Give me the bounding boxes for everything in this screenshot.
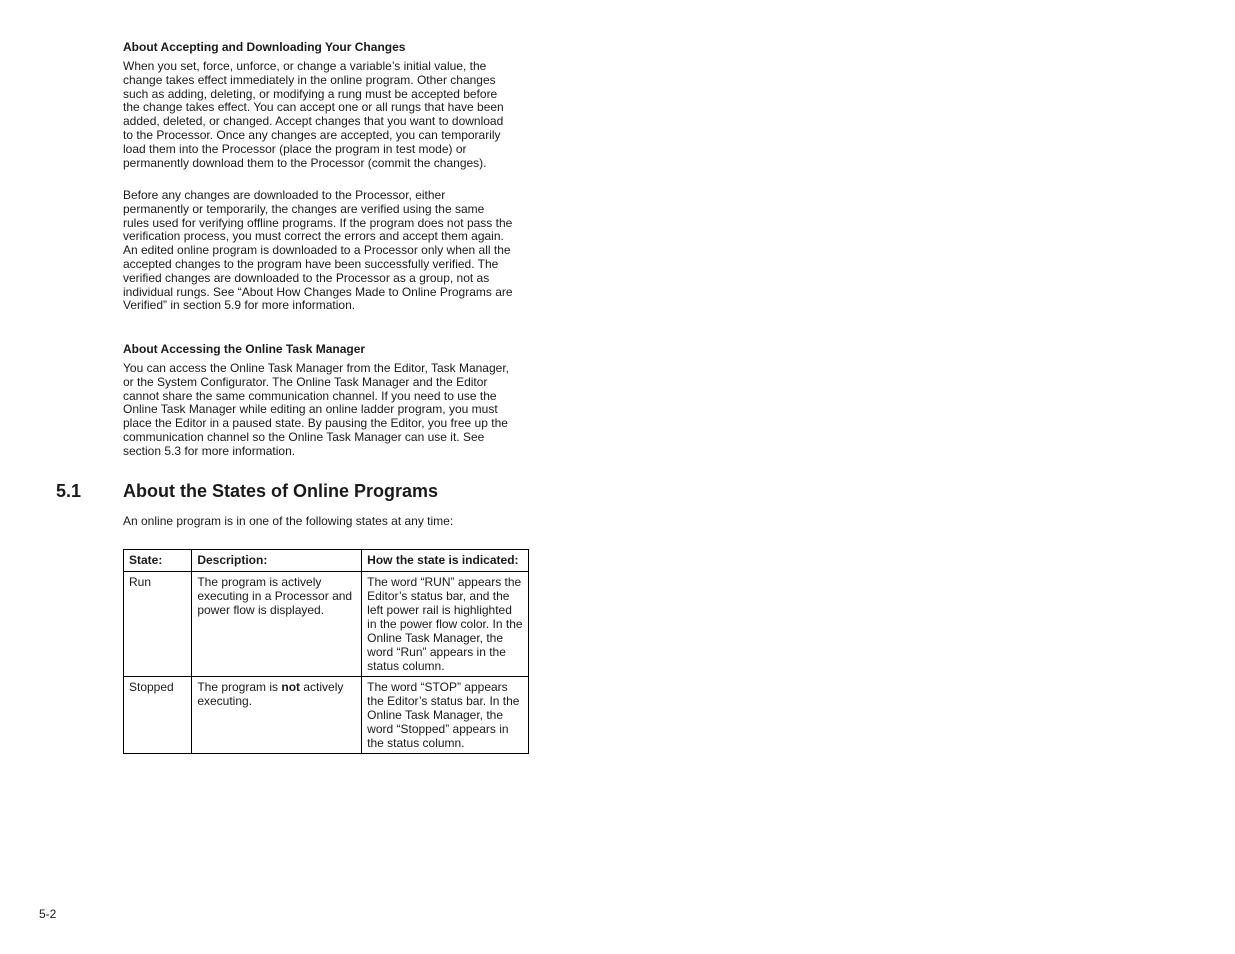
paragraph-accepting-2: Before any changes are downloaded to the Processor, either permanently or temporarily, the changes are verified using the same rules used for verifying offline programs. If the program does not pass the verification process, you must correct the errors and accept them again. An edited online program is downloaded to a Processor only when all the accepted changes to the program have been successfully verified. The verified changes are downloaded to the Processor as a group, not as individual rungs. See “About How Changes Made to Online Programs are Verified” in section 5.9 for more information. [123, 188, 513, 313]
page-number: 5-2 [39, 907, 57, 921]
subsection-heading-accessing: About Accessing the Online Task Manager [123, 342, 366, 356]
table-row [124, 677, 529, 754]
section-number: 5.1 [56, 481, 82, 501]
cell-description [192, 677, 362, 754]
header-description: Description: [192, 550, 362, 572]
header-state: State: [124, 550, 192, 572]
section-title: About the States of Online Programs [123, 481, 439, 501]
subsection-heading-accepting: About Accepting and Downloading Your Changes [123, 40, 406, 54]
paragraph-accessing-1: You can access the Online Task Manager from the Editor, Task Manager, or the System Configurator. The Online Task Manager and the Editor cannot share the same communication channel. If you need to use the Online Task Manager while editing an online ladder program, you must place the Editor in a paused state. By pausing the Editor, you free up the communication channel so the Online Task Manager can use it. See section 5.3 for more information. [123, 361, 509, 458]
cell-state: Run [124, 572, 192, 677]
cell-indicated: The word “RUN” appears the Editor’s status bar, and the left power rail is highlighted in the power flow color. In the Online Task Manager, the word “Run” appears in the status column. [362, 572, 529, 677]
description-text: The program is [197, 680, 282, 694]
paragraph-accepting-1: When you set, force, unforce, or change a variable’s initial value, the change takes effect immediately in the online program. Other changes such as adding, deleting, or modifying a rung must be accepted before the change takes effect. You can accept one or all rungs that have been added, deleted, or changed. Accept changes that you want to download to the Processor. Once any changes are accepted, you can temporarily load them into the Processor (place the program in test mode) or permanently download them to the Processor (commit the changes). [123, 59, 504, 170]
table-header-row [124, 550, 529, 572]
description-emphasis: not [281, 680, 301, 694]
states-table [123, 549, 529, 754]
table-row [124, 572, 529, 677]
cell-description: The program is actively executing in a Processor and power flow is displayed. [192, 572, 362, 677]
description-text: actively executing. [197, 680, 344, 708]
section-intro: An online program is in one of the following states at any time: [123, 514, 454, 528]
cell-state: Stopped [124, 677, 192, 754]
header-indicated: How the state is indicated: [362, 550, 529, 572]
cell-indicated: The word “STOP” appears the Editor’s status bar. In the Online Task Manager, the word “Stopped” appears in the status column. [362, 677, 529, 754]
